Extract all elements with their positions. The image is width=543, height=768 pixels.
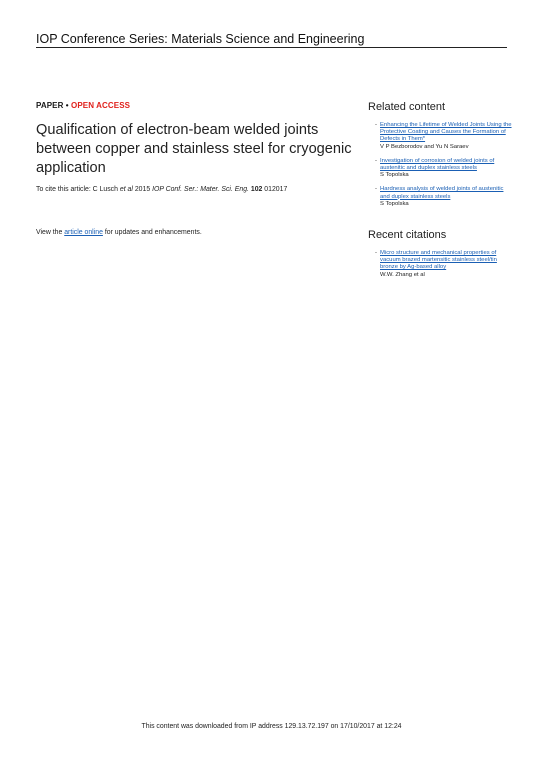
cite-prefix: To cite this article: C Lusch (36, 186, 120, 193)
view-prefix: View the (36, 229, 65, 236)
related-item (375, 157, 512, 180)
related-item-link[interactable]: Hardness analysis of welded joints of austenitic and duplex stainless steels (380, 186, 504, 200)
recent-citations-heading: Recent citations (368, 229, 447, 241)
view-online-line (36, 229, 202, 236)
paper-type-label: PAPER (36, 101, 64, 110)
recent-citations-list (375, 250, 512, 286)
related-item-authors: V P Bezborodov and Yu N Saraev (380, 143, 469, 150)
citation-item (375, 250, 512, 279)
related-item-authors: S Topolska (380, 172, 409, 179)
related-content-list (375, 122, 512, 215)
related-content-heading: Related content (368, 101, 446, 113)
list-dash: - (375, 186, 377, 193)
open-access-label: OPEN ACCESS (71, 101, 131, 110)
journal-title: IOP Conference Series: Materials Science and Engineering (36, 32, 365, 46)
related-item (375, 186, 512, 208)
list-dash: - (375, 122, 377, 128)
cite-number: 012017 (262, 186, 288, 193)
related-item-link[interactable]: Enhancing the Lifetime of Welded Joints Using the Protective Coating and Causes the Formation of Defects in Them* (380, 122, 512, 143)
download-footer: This content was downloaded from IP address 129.13.72.197 on 17/10/2017 at 12:24 (141, 723, 402, 730)
citation-item-authors: W.W. Zhang et al (380, 271, 425, 278)
list-dash: - (375, 250, 377, 256)
paper-type-line (36, 101, 130, 110)
related-item-authors: S Topolska (380, 200, 409, 207)
article-title: Qualification of electron-beam welded joints between copper and stainless steel for cryogenic application (36, 122, 352, 176)
cite-year: 2015 (132, 186, 153, 193)
citation-line (36, 186, 287, 193)
related-item (375, 122, 512, 151)
view-suffix: for updates and enhancements. (102, 229, 202, 236)
separator-bullet: • (65, 101, 69, 110)
list-dash: - (375, 157, 377, 164)
article-online-link[interactable]: article online (64, 229, 103, 236)
cite-journal: IOP Conf. Ser.: Mater. Sci. Eng. (152, 186, 249, 193)
cite-etal: et al (119, 186, 133, 193)
cite-volume: 102 (250, 186, 263, 193)
citation-item-link[interactable]: Micro structure and mechanical properties of vacuum brazed martensitic stainless steel/tin bronze by Ag-based alloy (380, 250, 497, 271)
header-divider (36, 47, 507, 48)
related-item-link[interactable]: Investigation of corrosion of welded joints of austenitic and duplex stainless steels (380, 157, 495, 172)
